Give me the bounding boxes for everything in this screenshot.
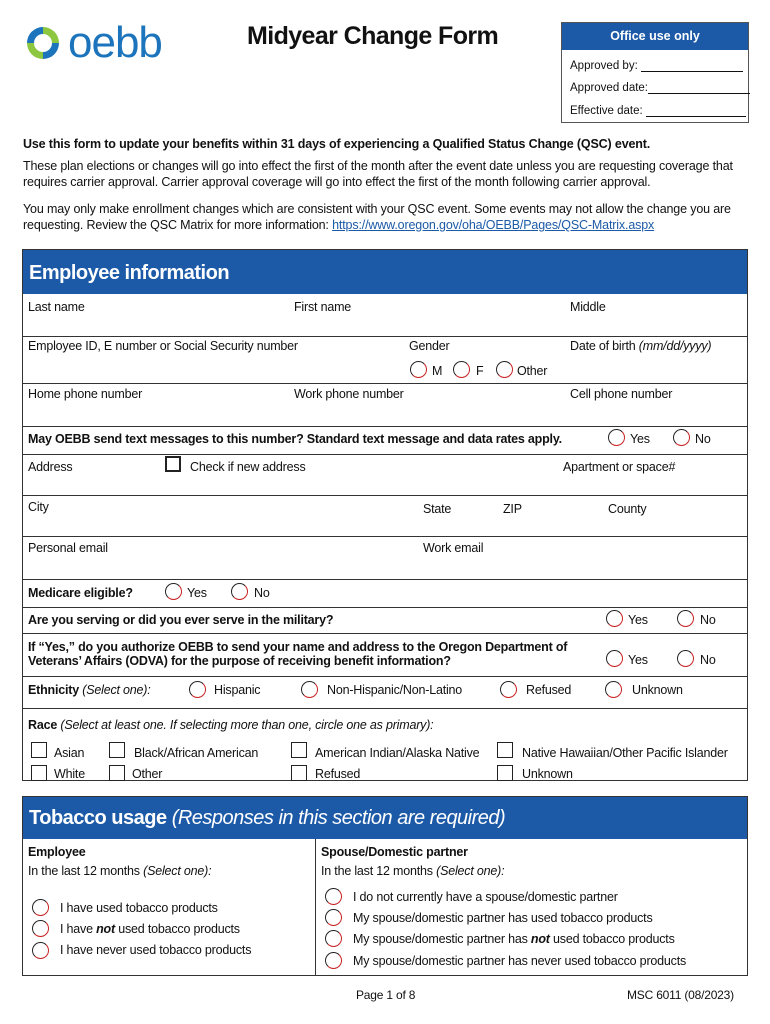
medicare-yes-label: Yes [187,586,207,600]
address-label: Address [28,460,73,474]
logo: oebb [68,18,162,67]
employee-never-used-tobacco-label: I have never used tobacco products [60,943,252,957]
spouse-used-tobacco-label: My spouse/domestic partner has used tobacco products [353,911,653,925]
race-white-checkbox[interactable] [31,765,47,781]
dob-text: Date of birth [570,339,636,353]
logo-mark-icon [24,24,62,62]
approved-by-label: Approved by: [570,60,638,72]
page-number: Page 1 of 8 [356,988,416,1002]
zip-label: ZIP [503,502,522,516]
military-yes-label: Yes [628,613,648,627]
odva-yes-label: Yes [628,653,648,667]
gender-f-label: F [476,364,484,378]
race-other-checkbox[interactable] [109,765,125,781]
gender-other-label: Other [517,364,548,378]
tobacco-spouse-heading: Spouse/Domestic partner [321,845,468,859]
cell-phone-label: Cell phone number [570,387,673,401]
race-american-indian-checkbox[interactable] [291,742,307,758]
personal-email-label: Personal email [28,541,108,555]
tobacco-employee-subheading [28,864,211,878]
intro-paragraph-2 [23,201,748,233]
sp-opt3-c: used tobacco products [549,932,675,946]
ethnicity-refused-radio[interactable] [500,681,517,698]
race-american-indian-label: American Indian/Alaska Native [315,746,480,760]
office-use-box [561,22,749,123]
approved-by-field[interactable] [641,59,743,72]
intro-paragraph-1: These plan elections or changes will go into effect the first of the month after the event date unless you are requesting coverage that requires carrier approval. Carrier approval coverage will go into effect the first of the month following carrier approval. [23,159,733,189]
sp-opt3-a: My spouse/domestic partner has [353,932,531,946]
first-name-label: First name [294,300,352,314]
ethnicity-text: Ethnicity [28,683,79,697]
dob-label [570,339,711,353]
medicare-yes-radio[interactable] [165,583,182,600]
middle-name-label: Middle [570,300,606,314]
spouse-none-radio[interactable] [325,888,342,905]
odva-no-label: No [700,653,716,667]
spouse-not-used-tobacco-label [353,932,675,946]
approved-date-field[interactable] [648,81,750,94]
employee-not-used-tobacco-label [60,922,240,936]
tobacco-usage-heading [23,797,747,839]
employee-never-used-tobacco-radio[interactable] [32,942,49,959]
ethnicity-unknown-radio[interactable] [605,681,622,698]
spouse-never-used-tobacco-label: My spouse/domestic partner has never used tobacco products [353,954,687,968]
tobacco-heading-note: (Responses in this section are required) [171,807,506,829]
gender-m-radio[interactable] [410,361,427,378]
race-refused-checkbox[interactable] [291,765,307,781]
race-native-hawaiian-label: Native Hawaiian/Other Pacific Islander [522,746,728,760]
emp-opt2-b: not [96,922,115,936]
employee-used-tobacco-label: I have used tobacco products [60,901,218,915]
tobacco-spouse-subheading [321,864,504,878]
effective-date-field[interactable] [646,104,746,117]
qsc-matrix-link[interactable]: https://www.oregon.gov/oha/OEBB/Pages/QSC-Matrix.aspx [332,218,655,232]
military-no-label: No [700,613,716,627]
odva-yes-radio[interactable] [606,650,623,667]
text-yes-label: Yes [630,432,650,446]
spouse-last12-text: In the last 12 months [321,864,433,878]
medicare-question: Medicare eligible? [28,586,133,600]
intro-text: You may only make enrollment changes which are consistent with your QSC event. Some events may not allow the change you are requesting. Review the QSC Matrix for more information: [23,202,731,232]
approved-date-label: Approved date: [570,82,649,94]
ethnicity-hispanic-label: Hispanic [214,683,261,697]
spouse-none-label: I do not currently have a spouse/domestic partner [353,890,618,904]
race-text: Race [28,718,58,732]
apartment-label: Apartment or space# [563,460,676,474]
employee-id-label: Employee ID, E number or Social Security number [28,339,298,353]
new-address-checkbox[interactable] [165,456,181,472]
office-use-heading: Office use only [562,23,748,50]
employee-not-used-tobacco-radio[interactable] [32,920,49,937]
race-unknown-label: Unknown [522,767,573,781]
race-asian-checkbox[interactable] [31,742,47,758]
military-question: Are you serving or did you ever serve in the military? [28,613,334,627]
tobacco-heading-text: Tobacco usage [29,807,167,829]
spouse-used-tobacco-radio[interactable] [325,909,342,926]
race-other-label: Other [132,767,163,781]
medicare-no-label: No [254,586,270,600]
gender-label: Gender [409,339,450,353]
ethnicity-hispanic-radio[interactable] [189,681,206,698]
emp-opt2-c: used tobacco products [114,922,240,936]
race-native-hawaiian-checkbox[interactable] [497,742,513,758]
race-refused-label: Refused [315,767,361,781]
text-no-radio[interactable] [673,429,690,446]
gender-other-radio[interactable] [496,361,513,378]
ethnicity-select-one: (Select one): [82,683,151,697]
race-label [28,718,433,732]
race-white-label: White [54,767,85,781]
work-email-label: Work email [423,541,484,555]
odva-no-radio[interactable] [677,650,694,667]
intro-heading: Use this form to update your benefits within 31 days of experiencing a Qualified Status Change (QSC) event. [23,137,651,151]
spouse-not-used-tobacco-radio[interactable] [325,930,342,947]
race-black-checkbox[interactable] [109,742,125,758]
spouse-never-used-tobacco-radio[interactable] [325,952,342,969]
new-address-label: Check if new address [190,460,306,474]
military-yes-radio[interactable] [606,610,623,627]
race-black-label: Black/African American [134,746,259,760]
city-label: City [28,500,49,514]
effective-date-label: Effective date: [570,105,643,117]
county-label: County [608,502,647,516]
page-title: Midyear Change Form [247,22,499,50]
ethnicity-non-hispanic-radio[interactable] [301,681,318,698]
military-no-radio[interactable] [677,610,694,627]
gender-f-radio[interactable] [453,361,470,378]
employee-information-heading: Employee information [23,250,747,294]
state-label: State [423,502,452,516]
employee-select-one: (Select one): [143,864,212,878]
race-unknown-checkbox[interactable] [497,765,513,781]
text-messages-question: May OEBB send text messages to this number? Standard text message and data rates apply. [28,432,562,446]
race-note: (Select at least one. If selecting more than one, circle one as primary): [60,718,434,732]
work-phone-label: Work phone number [294,387,404,401]
spouse-select-one: (Select one): [436,864,505,878]
race-asian-label: Asian [54,746,85,760]
ethnicity-label [28,683,151,697]
ethnicity-unknown-label: Unknown [632,683,683,697]
dob-format: (mm/dd/yyyy) [638,339,712,353]
medicare-no-radio[interactable] [231,583,248,600]
ethnicity-non-hispanic-label: Non-Hispanic/Non-Latino [327,683,463,697]
sp-opt3-b: not [530,932,550,946]
odva-question-line1: If “Yes,” do you authorize OEBB to send your name and address to the Oregon Department of [28,640,568,654]
last-name-label: Last name [28,300,85,314]
emp-opt2-a: I have [60,922,97,936]
form-code: MSC 6011 (08/2023) [627,988,734,1002]
employee-last12-text: In the last 12 months [28,864,140,878]
text-yes-radio[interactable] [608,429,625,446]
odva-question-line2: Veterans’ Affairs (ODVA) for the purpose of receiving benefit information? [28,654,451,668]
text-no-label: No [695,432,711,446]
gender-m-label: M [432,364,443,378]
employee-used-tobacco-radio[interactable] [32,899,49,916]
ethnicity-refused-label: Refused [526,683,572,697]
home-phone-label: Home phone number [28,387,143,401]
tobacco-employee-heading: Employee [28,845,86,859]
